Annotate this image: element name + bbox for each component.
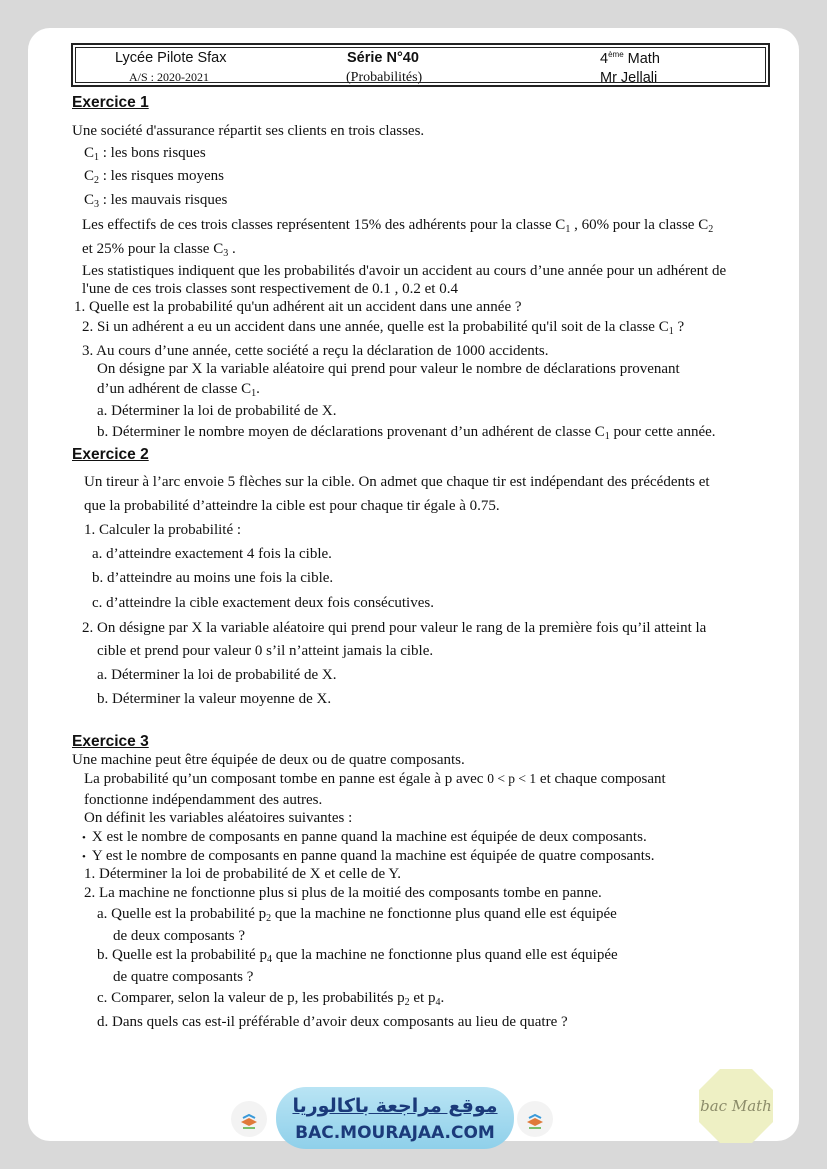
ex3-variables-intro: On définit les variables aléatoires suivantes :	[84, 810, 353, 826]
ex1-question3b: b. Déterminer le nombre moyen de déclarations provenant d’un adhérent de classe $C_1$ pour cette année.	[97, 424, 716, 442]
exercise1-title: Exercice 1	[72, 94, 149, 111]
ex2-question1c: c. d’atteindre la cible exactement deux fois consécutives.	[92, 595, 434, 611]
ex1-question3a: a. Déterminer la loi de probabilité de X.	[97, 403, 337, 419]
ex1-intro: Une société d'assurance répartit ses clients en trois classes.	[72, 123, 425, 139]
ex2-question1a: a. d’atteindre exactement 4 fois la cible.	[92, 546, 332, 562]
banner-arabic-title: موقع مراجعة باكالوريا	[292, 1095, 498, 1117]
ex2-question2a: a. Déterminer la loi de probabilité de X.	[97, 667, 337, 683]
ex2-intro1: Un tireur à l’arc envoie 5 flèches sur la cible. On admet que chaque tir est indépendant des précédents et	[84, 474, 710, 490]
ex3-question2b: b. Quelle est la probabilité $p_4$ que la machine ne fonctionne plus quand elle est équipée	[97, 947, 618, 965]
school-name: Lycée Pilote Sfax	[115, 50, 227, 66]
ex3-intro: Une machine peut être équipée de deux ou de quatre composants.	[72, 752, 465, 768]
bac-math-badge	[697, 1067, 775, 1145]
ex3-question2a: a. Quelle est la probabilité $p_2$ que la machine ne fonctionne plus quand elle est équipée	[97, 906, 617, 924]
book-icon	[517, 1101, 553, 1137]
level-number: 4	[600, 50, 609, 67]
ex2-question2-desc: cible et prend pour valeur 0 s’il n’atteint jamais la cible.	[97, 643, 434, 659]
ex1-stats-line2: l'une de ces trois classes sont respectivement de 0.1 , 0.2 et 0.4	[82, 281, 458, 297]
ex3-question1: 1. Déterminer la loi de probabilité de X et celle de Y.	[84, 866, 401, 882]
ex1-proportions-line1: Les effectifs de ces trois classes représentent 15% des adhérents pour la classe $C_1$ , 60% pour la classe $C_2$	[82, 217, 714, 235]
ex3-bullet-y: • Y est le nombre de composants en panne quand la machine est équipée de quatre composants.	[82, 848, 655, 864]
level-superscript: ème	[608, 50, 624, 59]
exercise3-title: Exercice 3	[72, 733, 149, 750]
right-site-logo	[517, 1101, 553, 1137]
ex3-independence: fonctionne indépendamment des autres.	[84, 792, 323, 808]
exercise2-title: Exercice 2	[72, 446, 149, 463]
left-site-logo	[231, 1101, 267, 1137]
bullet-icon: •	[82, 832, 86, 844]
book-icon	[231, 1101, 267, 1137]
ex1-class-c1: $C_1$ : les bons risques	[84, 145, 206, 163]
ex3-question2d: d. Dans quels cas est-il préférable d’avoir deux composants au lieu de quatre ?	[97, 1014, 568, 1030]
ex1-proportions-line2: et 25% pour la classe $C_3$ .	[82, 241, 236, 259]
ex2-question1b: b. d’atteindre au moins une fois la cible.	[92, 570, 334, 586]
series-number: Série N°40	[347, 50, 419, 66]
teacher-name: Mr Jellali	[600, 70, 658, 86]
ex1-question3-desc2: d’un adhérent de classe $C_1$.	[97, 381, 260, 399]
bullet-icon: •	[82, 851, 86, 863]
ex3-question2: 2. La machine ne fonctionne plus si plus de la moitié des composants tombe en panne.	[84, 885, 602, 901]
ex3-question2a-cont: de deux composants ?	[113, 928, 246, 944]
ex3-bullet-x: • X est le nombre de composants en panne quand la machine est équipée de deux composants.	[82, 829, 647, 845]
ex1-stats-line1: Les statistiques indiquent que les probabilités d'avoir un accident au cours d’une année pour un adhérent de	[82, 263, 727, 279]
banner-url[interactable]: BAC.MOURAJAA.COM	[295, 1123, 495, 1143]
ex2-intro2: que la probabilité d’atteindre la cible est pour chaque tir égale à 0.75.	[84, 498, 500, 514]
ex1-question1: 1. Quelle est la probabilité qu'un adhérent ait un accident dans une année ?	[74, 299, 522, 315]
ex1-question2: 2. Si un adhérent a eu un accident dans une année, quelle est la probabilité qu'il soit de la classe $C_1$ ?	[82, 319, 685, 337]
ex3-question2c: c. Comparer, selon la valeur de p, les probabilités $p_2$ et $p_4$.	[97, 990, 445, 1008]
site-banner[interactable]	[276, 1087, 514, 1149]
ex3-probability-line: La probabilité qu’un composant tombe en panne est égale à p avec 0 < p < 1 et chaque composant	[84, 771, 666, 787]
ex3-question2b-cont: de quatre composants ?	[113, 969, 254, 985]
ex1-class-c3: $C_3$ : les mauvais risques	[84, 192, 228, 210]
badge-text: bac Math	[700, 1097, 772, 1115]
series-subject: (Probabilités)	[346, 70, 423, 85]
ex2-question2: 2. On désigne par X la variable aléatoire qui prend pour valeur le rang de la première fois qu’il atteint la	[82, 620, 707, 636]
ex1-question3-desc: On désigne par X la variable aléatoire qui prend pour valeur le nombre de déclarations provenant	[97, 361, 680, 377]
ex2-question2b: b. Déterminer la valeur moyenne de X.	[97, 691, 332, 707]
school-year: A/S : 2020-2021	[129, 70, 210, 84]
ex2-question1: 1. Calculer la probabilité :	[84, 522, 242, 538]
ex1-question3: 3. Au cours d’une année, cette société a reçu la déclaration de 1000 accidents.	[82, 343, 549, 359]
level-rest: Math	[623, 50, 660, 67]
ex1-class-c2: $C_2$ : les risques moyens	[84, 168, 225, 186]
class-level	[600, 50, 660, 67]
